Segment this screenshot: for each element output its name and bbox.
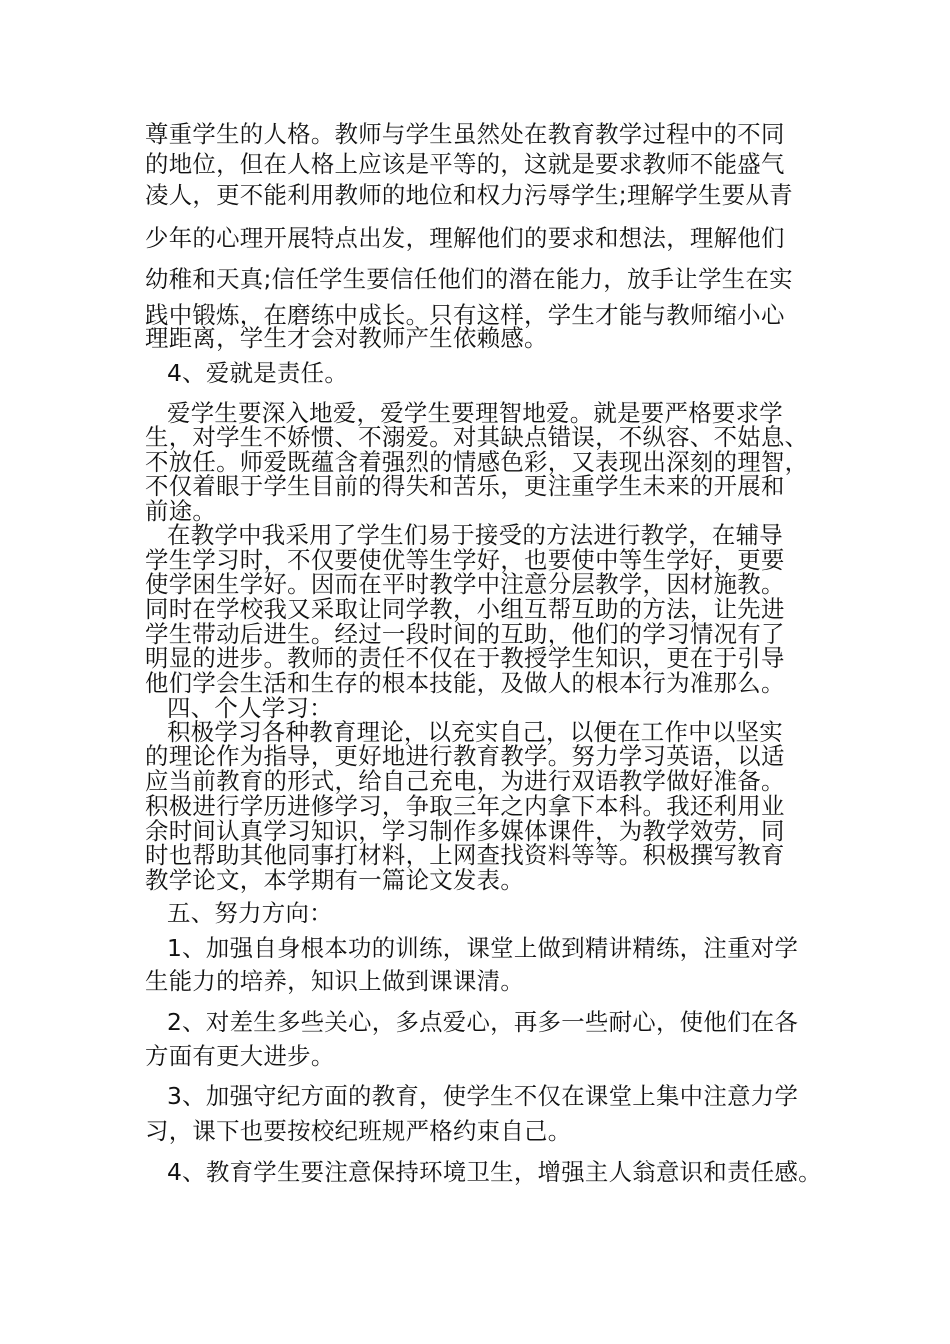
text-line: 积极学习各种教育理论，以充实自己，以便在工作中以坚实 [167, 718, 783, 746]
text-line: 生能力的培养，知识上做到课课清。 [145, 967, 525, 995]
text-line: 生，对学生不娇惯、不溺爱。对其缺点错误，不纵容、不姑息、 [145, 423, 809, 451]
text-line: 不放任。师爱既蕴含着强烈的情感色彩，又表现出深刻的理智， [145, 448, 809, 476]
text-line: 教学论文，本学期有一篇论文发表。 [145, 866, 525, 894]
text-line: 使学困生学好。因而在平时教学中注意分层教学，因材施教。 [145, 570, 785, 598]
section-heading: 五、努力方向： [167, 899, 333, 927]
text-line: 少年的心理开展特点出发，理解他们的要求和想法，理解他们 [145, 224, 785, 252]
text-line: 应当前教育的形式，给自己充电，为进行双语教学做好准备。 [145, 767, 785, 795]
text-line: 方面有更大进步。 [145, 1042, 335, 1070]
list-item: 3、加强守纪方面的教育，使学生不仅在课堂上集中注意力学 [167, 1082, 799, 1110]
list-item: 1、加强自身根本功的训练，课堂上做到精讲精练，注重对学 [167, 934, 799, 962]
list-item: 2、对差生多些关心，多点爱心，再多一些耐心，使他们在各 [167, 1008, 799, 1036]
text-line: 在教学中我采用了学生们易于接受的方法进行教学，在辅导 [167, 521, 783, 549]
text-line: 余时间认真学习知识，学习制作多媒体课件，为教学效劳，同 [145, 817, 785, 845]
text-line: 不仅着眼于学生目前的得失和苦乐，更注重学生未来的开展和 [145, 472, 785, 500]
text-line: 理距离，学生才会对教师产生依赖感。 [145, 324, 548, 352]
section-heading: 4、爱就是责任。 [167, 359, 349, 387]
text-line: 尊重学生的人格。教师与学生虽然处在教育教学过程中的不同 [145, 120, 785, 148]
text-line: 前途。 [145, 497, 217, 525]
list-item: 4、教育学生要注意保持环境卫生，增强主人翁意识和责任感。 [167, 1158, 822, 1186]
text-line: 的地位，但在人格上应该是平等的，这就是要求教师不能盛气 [145, 150, 785, 178]
text-line: 习，课下也要按校纪班规严格约束自己。 [145, 1117, 572, 1145]
text-line: 爱学生要深入地爱，爱学生要理智地爱。就是要严格要求学 [167, 399, 783, 427]
text-line: 时也帮助其他同事打材料，上网查找资料等等。积极撰写教育 [145, 841, 785, 869]
text-line: 凌人，更不能利用教师的地位和权力污辱学生;理解学生要从青 [145, 181, 793, 209]
text-line: 的理论作为指导，更好地进行教育教学。努力学习英语，以适 [145, 742, 785, 770]
text-line: 践中锻炼，在磨练中成长。只有这样，学生才能与教师缩小心 [145, 301, 785, 329]
text-line: 他们学会生活和生存的根本技能，及做人的根本行为准那么。 [145, 669, 785, 697]
section-heading: 四、个人学习： [167, 694, 333, 722]
text-line: 学生学习时，不仅要使优等生学好，也要使中等生学好，更要 [145, 546, 785, 574]
text-line: 明显的进步。教师的责任不仅在于教授学生知识，更在于引导 [145, 644, 785, 672]
text-line: 积极进行学历进修学习，争取三年之内拿下本科。我还利用业 [145, 792, 785, 820]
text-line: 学生带动后进生。经过一段时间的互助，他们的学习情况有了 [145, 620, 785, 648]
text-line: 同时在学校我又采取让同学教，小组互帮互助的方法，让先进 [145, 595, 785, 623]
text-line: 幼稚和天真;信任学生要信任他们的潜在能力，放手让学生在实 [145, 265, 793, 293]
